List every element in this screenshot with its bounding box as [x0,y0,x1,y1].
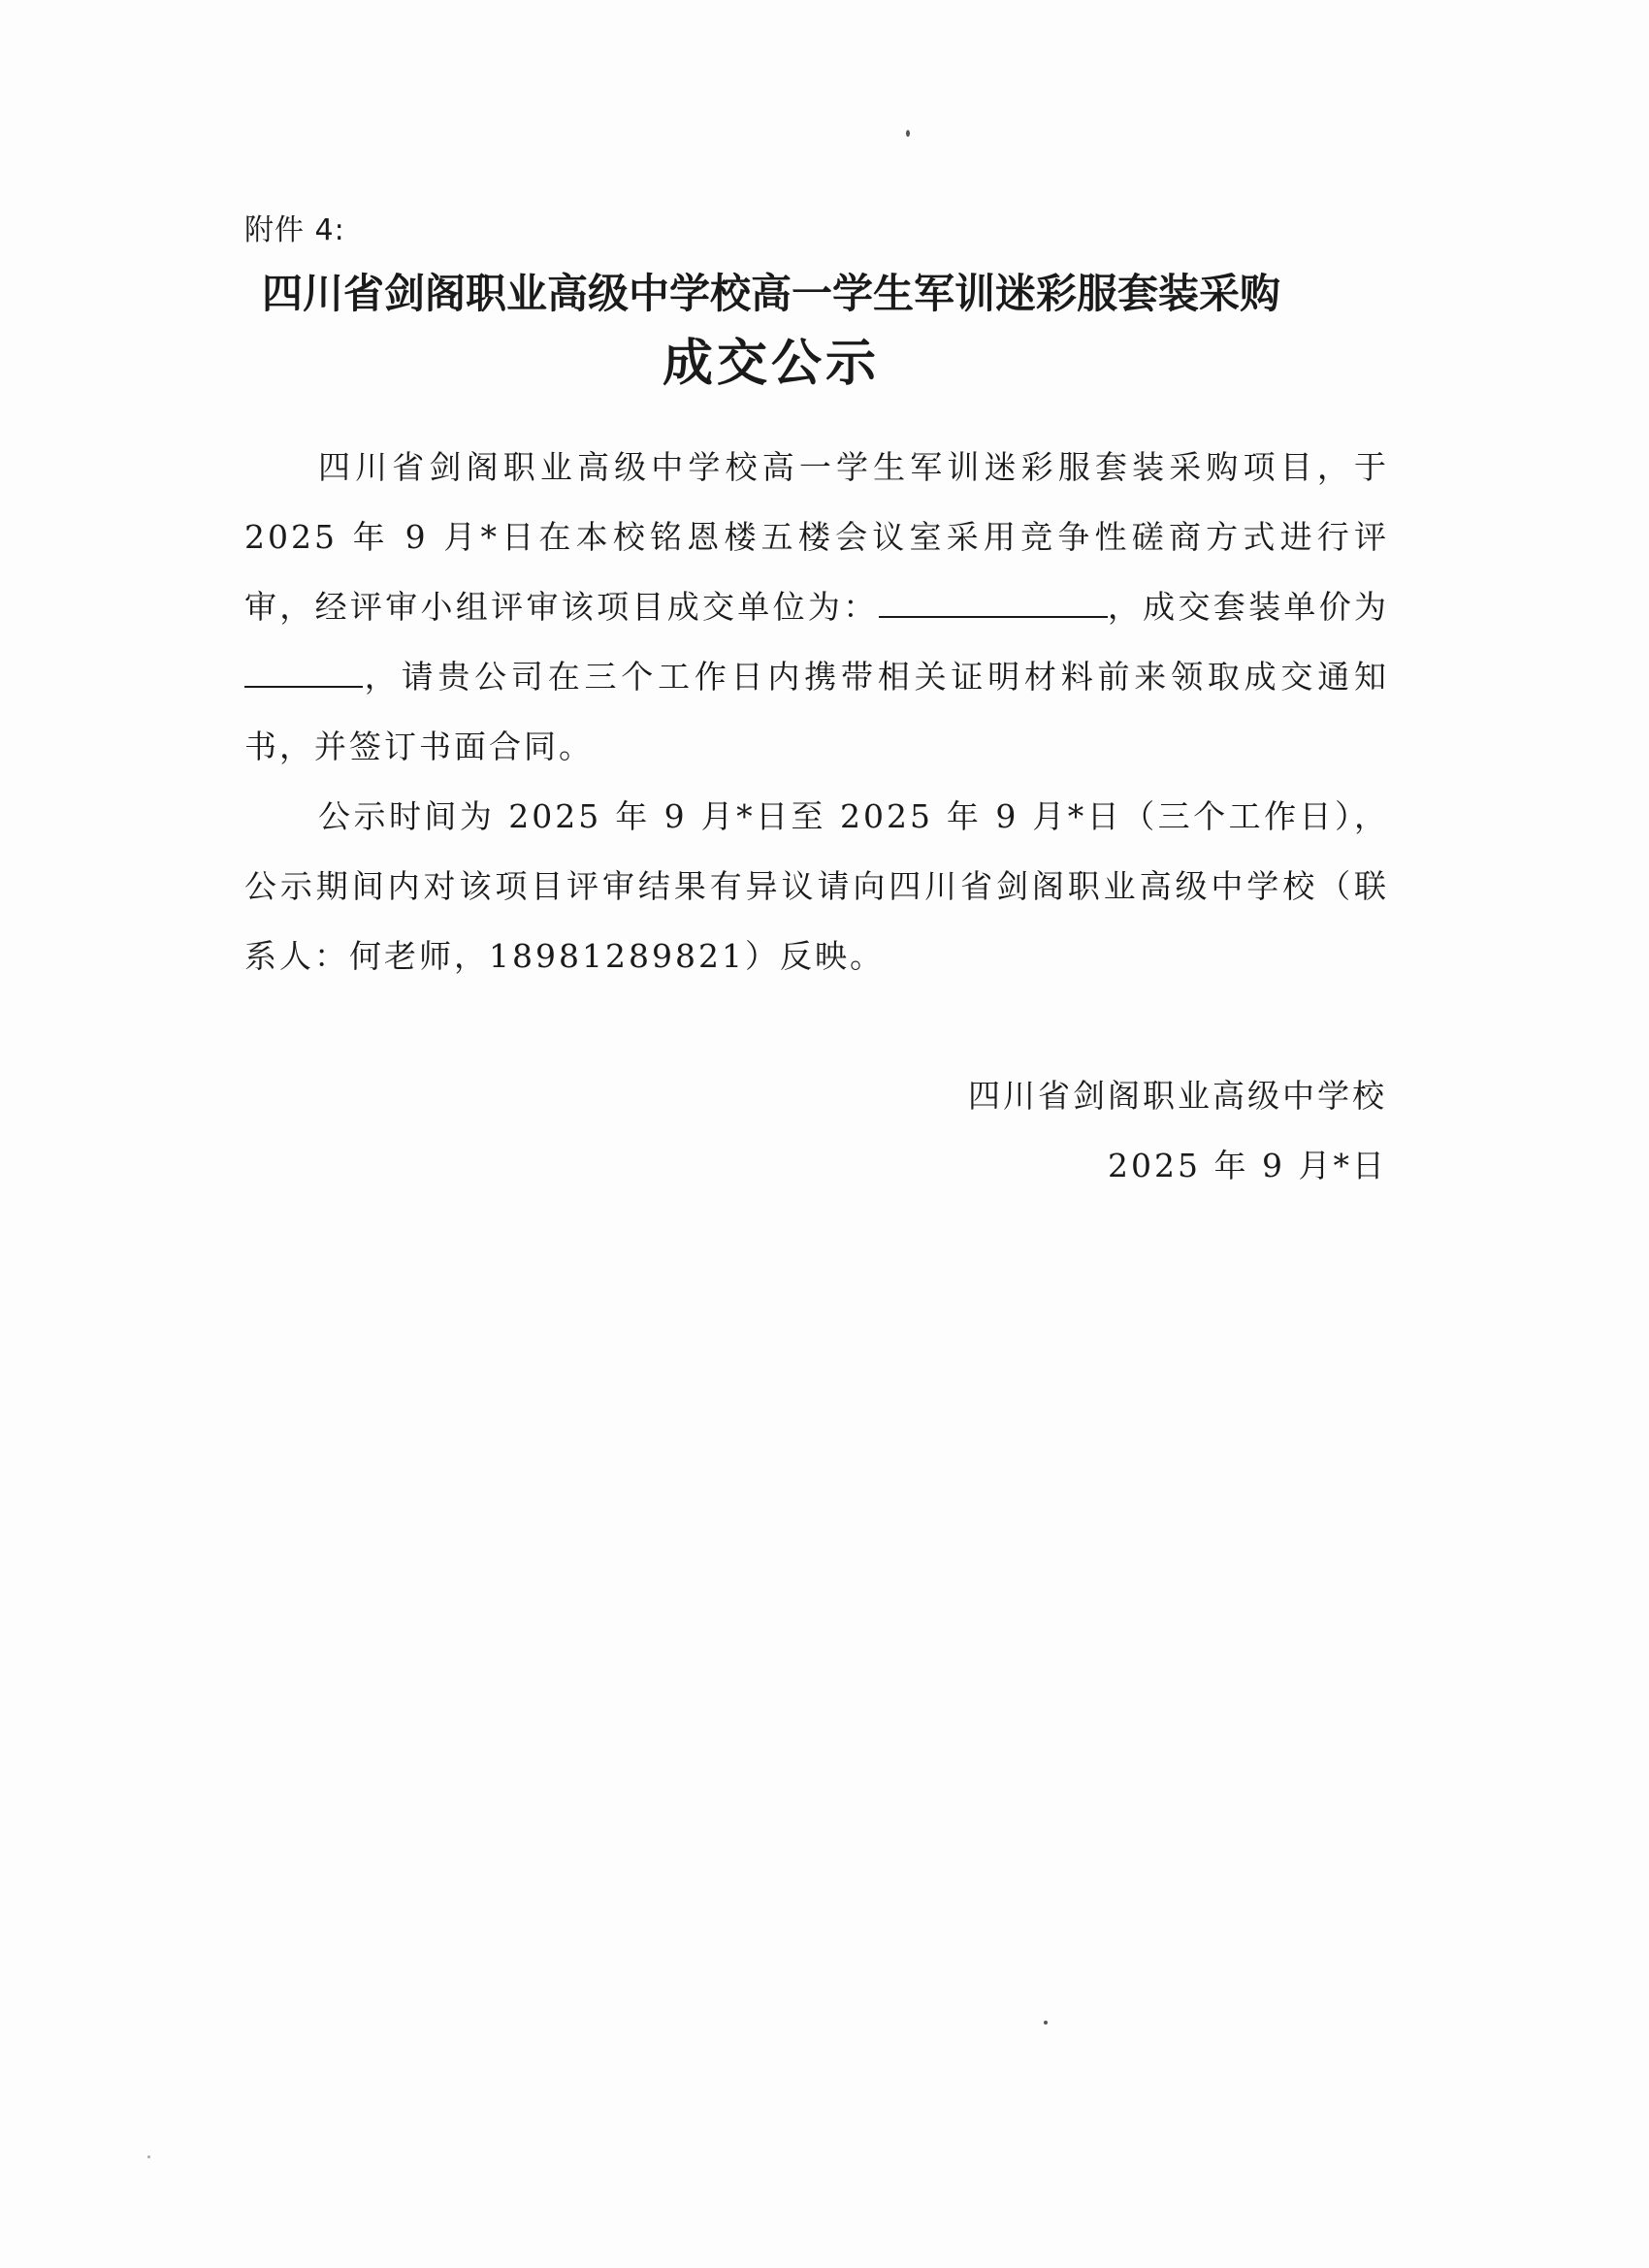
signature-block [968,1061,1387,1201]
paragraph-announcement [244,433,1389,782]
unit-price-blank [244,657,363,688]
scan-speck [1044,2021,1048,2025]
winning-bidder-blank [879,587,1108,618]
paragraph-publicity-period: 公示时间为 2025 年 9 月*日至 2025 年 9 月*日（三个工作日），公示期间内对该项目评审结果有异议请向四川省剑阁职业高级中学校（联系人：何老师，18981289821）反映。 [244,797,1389,975]
signature-date: 2025 年 9 月*日 [1108,1147,1387,1184]
scan-speck [147,2155,150,2158]
paragraph-text-part2: ，成交套装单价为 [1107,588,1390,626]
attachment-label: 附件 4: [244,213,345,247]
document-subtitle: 成交公示 [662,335,880,393]
document-title: 四川省剑阁职业高级中学校高一学生军训迷彩服套装采购 [261,270,1280,317]
paragraph-text-part1: 四川省剑阁职业高级中学校高一学生军训迷彩服套装采购项目，于 2025 年 9 月*日在本校铭恩楼五楼会议室采用竞争性磋商方式进行评审，经评审小组评审该项目成交单位为： [244,448,1389,626]
paragraph-text-part3: ，请贵公司在三个工作日内携带相关证明材料前来领取成交通知书，并签订书面合同。 [244,658,1389,765]
signature-org: 四川省剑阁职业高级中学校 [968,1077,1387,1115]
scan-speck [906,130,910,137]
